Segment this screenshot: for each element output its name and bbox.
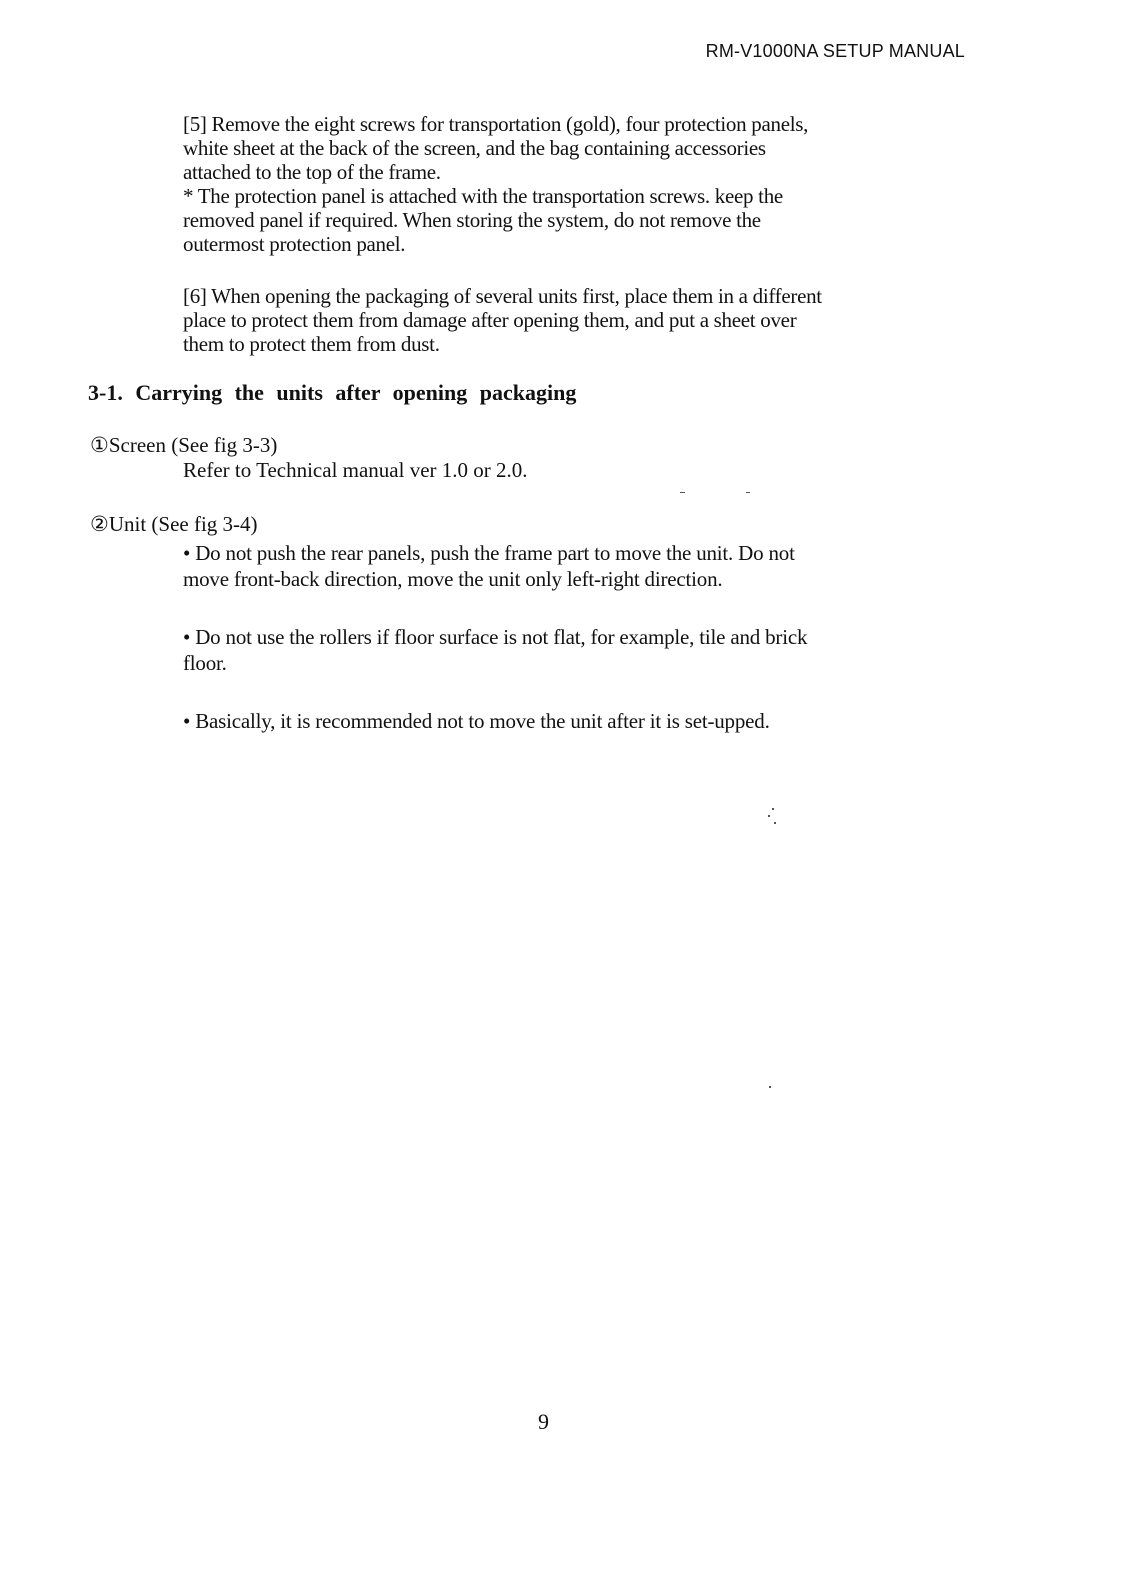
scan-speck <box>772 808 774 810</box>
step-6-line: them to protect them from dust. <box>183 332 440 356</box>
step-5-note-line: * The protection panel is attached with the transportation screws. keep the <box>183 184 783 208</box>
scan-speck <box>680 492 685 493</box>
unit-bullet-line: • Basically, it is recommended not to move the unit after it is set-upped. <box>183 709 770 733</box>
unit-bullet <box>183 708 963 734</box>
unit-item-title: ②Unit (See fig 3-4) <box>90 512 258 536</box>
step-6-line: [6] When opening the packaging of several units first, place them in a different <box>183 284 822 308</box>
step-5-line: attached to the top of the frame. <box>183 160 441 184</box>
document-header: RM-V1000NA SETUP MANUAL <box>705 41 965 61</box>
page-number: 9 <box>538 1409 549 1434</box>
step-6-line: place to protect them from damage after opening them, and put a sheet over <box>183 308 797 332</box>
section-heading: 3-1. Carrying the units after opening packaging <box>88 380 577 405</box>
unit-bullet-line: move front-back direction, move the unit only left-right direction. <box>183 567 723 591</box>
scan-speck <box>746 492 750 493</box>
step-5-note-line: outermost protection panel. <box>183 232 406 256</box>
unit-bullet-line: • Do not use the rollers if floor surface is not flat, for example, tile and brick <box>183 625 808 649</box>
unit-bullet-line: floor. <box>183 651 227 675</box>
step-6-paragraph <box>183 284 983 356</box>
unit-bullet-line: • Do not push the rear panels, push the frame part to move the unit. Do not <box>183 541 795 565</box>
scan-speck <box>768 815 770 817</box>
scan-speck <box>769 1086 771 1088</box>
unit-bullet <box>183 540 963 592</box>
unit-bullet <box>183 624 963 676</box>
step-5-line: white sheet at the back of the screen, and the bag containing accessories <box>183 136 766 160</box>
scan-speck <box>774 822 776 824</box>
screen-item-body: Refer to Technical manual ver 1.0 or 2.0. <box>183 458 528 482</box>
screen-item-title: ①Screen (See fig 3-3) <box>90 433 278 457</box>
step-5-paragraph <box>183 112 983 256</box>
step-5-line: [5] Remove the eight screws for transportation (gold), four protection panels, <box>183 112 809 136</box>
step-5-note-line: removed panel if required. When storing the system, do not remove the <box>183 208 761 232</box>
